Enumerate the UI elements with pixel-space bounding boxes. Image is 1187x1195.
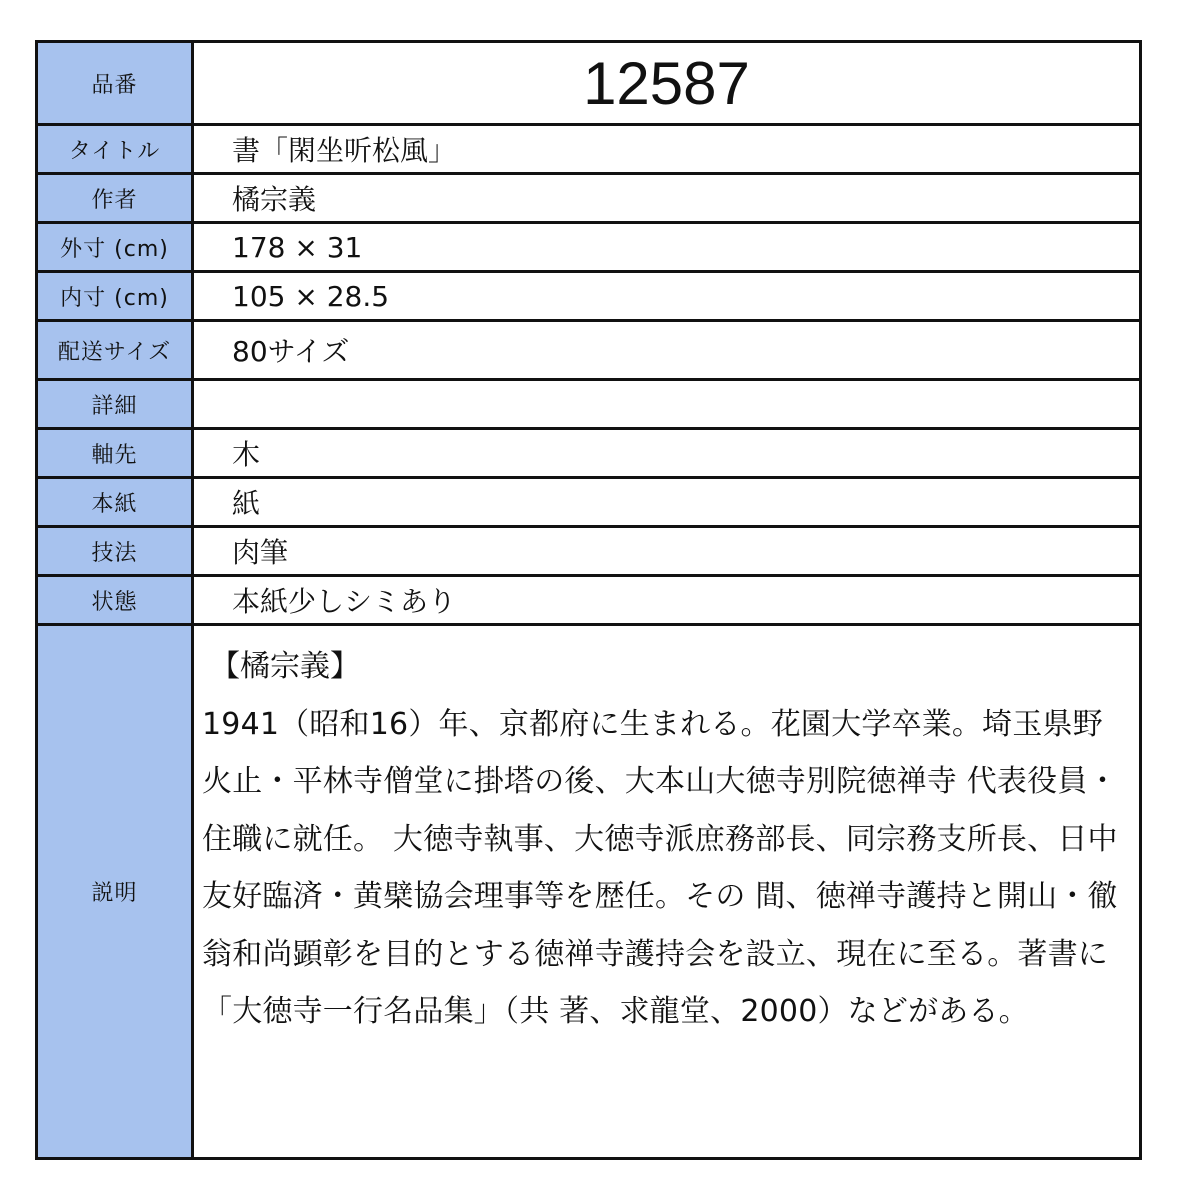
value-item-number: 12587: [193, 42, 1141, 125]
label-author: 作者: [37, 174, 193, 223]
row-item-number: [37, 42, 1141, 125]
row-author: [37, 174, 1141, 223]
label-condition: 状態: [37, 576, 193, 625]
row-inner-size: [37, 272, 1141, 321]
row-outer-size: [37, 223, 1141, 272]
row-shipping-size: [37, 321, 1141, 380]
row-roller-end: [37, 429, 1141, 478]
row-paper: [37, 478, 1141, 527]
label-paper: 本紙: [37, 478, 193, 527]
value-details: [193, 380, 1141, 429]
value-outer-size: 178 × 31: [193, 223, 1141, 272]
label-description: 説明: [37, 625, 193, 1159]
label-outer-size: 外寸 (cm): [37, 223, 193, 272]
value-roller-end: 木: [193, 429, 1141, 478]
product-info-table: [35, 40, 1142, 1160]
value-condition: 本紙少しシミあり: [193, 576, 1141, 625]
label-shipping-size: 配送サイズ: [37, 321, 193, 380]
row-description: [37, 625, 1141, 1159]
label-title: タイトル: [37, 125, 193, 174]
row-details: [37, 380, 1141, 429]
value-title: 書「閑坐听松風」: [193, 125, 1141, 174]
value-shipping-size: 80サイズ: [193, 321, 1141, 380]
value-author: 橘宗義: [193, 174, 1141, 223]
description-body: 1941（昭和16）年、京都府に生まれる。花園大学卒業。埼玉県野火止・平林寺僧堂に掛塔の後、大本山大徳寺別院徳禅寺 代表役員・住職に就任。 大徳寺執事、大徳寺派庶務部長、同宗務支所長、日中友好臨済・黄檗協会理事等を歴任。その 間、徳禅寺護持と開山・徹翁和尚顕彰を目的とする徳禅寺護持会を設立、現在に至る。著書に「大徳寺一行名品集」（共 著、求龍堂、2000）などがある。: [202, 706, 1118, 1029]
label-item-number: 品番: [37, 42, 193, 125]
row-condition: [37, 576, 1141, 625]
label-details: 詳細: [37, 380, 193, 429]
row-title: [37, 125, 1141, 174]
row-technique: [37, 527, 1141, 576]
value-description: [193, 625, 1141, 1159]
value-paper: 紙: [193, 478, 1141, 527]
label-inner-size: 内寸 (cm): [37, 272, 193, 321]
label-technique: 技法: [37, 527, 193, 576]
description-heading: 【橘宗義】: [210, 649, 360, 684]
value-technique: 肉筆: [193, 527, 1141, 576]
label-roller-end: 軸先: [37, 429, 193, 478]
value-inner-size: 105 × 28.5: [193, 272, 1141, 321]
